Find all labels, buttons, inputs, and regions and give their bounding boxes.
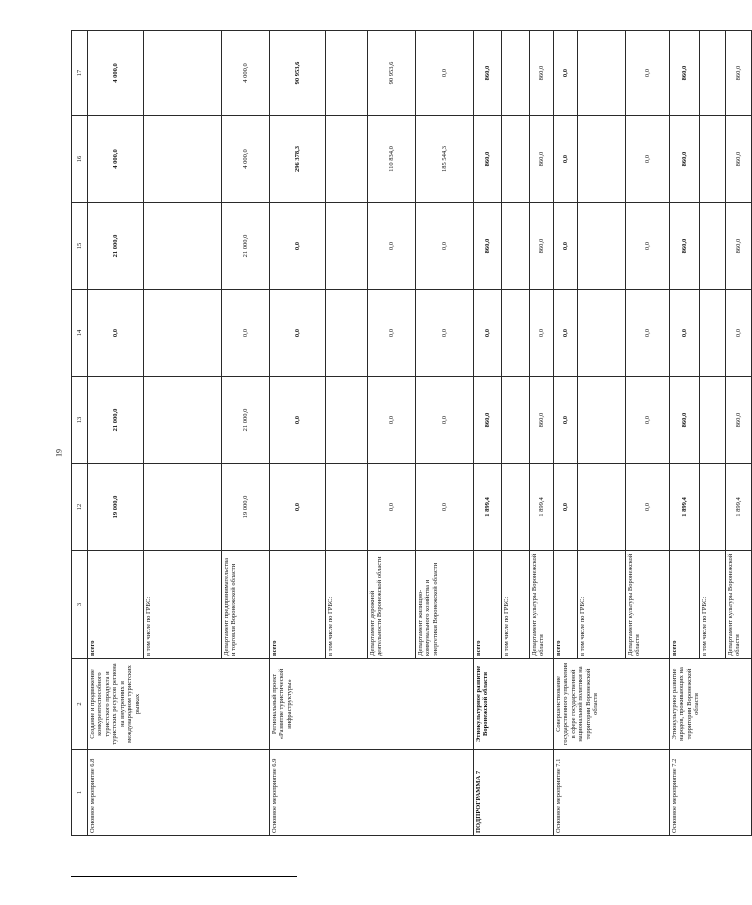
value-cell: 0,0	[530, 290, 554, 377]
value-cell: 0,0	[222, 290, 270, 377]
value-cell: 21 000,0	[222, 377, 270, 464]
value-cell: 0,0	[626, 464, 670, 551]
value-cell: 0,0	[554, 464, 578, 551]
value-cell: 296 378,3	[270, 116, 326, 203]
value-cell: 0,0	[554, 377, 578, 464]
value-cell: 0,0	[554, 116, 578, 203]
header-cell: 14	[72, 290, 88, 377]
value-cell	[144, 464, 222, 551]
rotated-table-container	[71, 31, 742, 836]
value-cell: 19 000,0	[88, 464, 144, 551]
value-cell: 1 899,4	[474, 464, 502, 551]
item-name-cell: Этнокультурное развитие Воронежской области	[474, 659, 554, 750]
value-cell	[144, 290, 222, 377]
value-cell: 0,0	[416, 290, 474, 377]
value-cell: 860,0	[474, 116, 502, 203]
value-cell: 860,0	[726, 203, 752, 290]
value-cell	[144, 116, 222, 203]
value-cell: 0,0	[626, 31, 670, 116]
header-cell: 15	[72, 203, 88, 290]
value-cell: 0,0	[270, 464, 326, 551]
value-cell: 860,0	[474, 377, 502, 464]
value-cell: 0,0	[554, 31, 578, 116]
source-label-cell: Департамент культуры Воронежской области	[626, 551, 670, 659]
value-cell	[700, 31, 726, 116]
value-cell: 0,0	[88, 290, 144, 377]
value-cell: 4 000,0	[88, 116, 144, 203]
value-cell	[144, 31, 222, 116]
table-row	[474, 31, 502, 836]
value-cell: 0,0	[416, 203, 474, 290]
value-cell	[578, 464, 626, 551]
value-cell	[326, 377, 368, 464]
value-cell	[326, 31, 368, 116]
value-cell	[502, 31, 530, 116]
source-label-cell: в том числе по ГРБС:	[144, 551, 222, 659]
value-cell	[578, 290, 626, 377]
source-label-cell: в том числе по ГРБС:	[326, 551, 368, 659]
value-cell: 0,0	[726, 290, 752, 377]
value-cell: 19 000,0	[222, 464, 270, 551]
value-cell	[502, 203, 530, 290]
value-cell	[144, 203, 222, 290]
value-cell: 860,0	[530, 31, 554, 116]
value-cell: 21 000,0	[88, 377, 144, 464]
table-row	[554, 31, 578, 836]
header-cell: 16	[72, 116, 88, 203]
header-cell: 12	[72, 464, 88, 551]
value-cell: 21 000,0	[222, 203, 270, 290]
value-cell	[700, 464, 726, 551]
value-cell: 860,0	[670, 116, 700, 203]
value-cell	[144, 377, 222, 464]
budget-table	[71, 30, 752, 836]
value-cell: 0,0	[554, 203, 578, 290]
table-row	[270, 31, 326, 836]
value-cell	[700, 203, 726, 290]
value-cell: 860,0	[726, 116, 752, 203]
value-cell	[326, 290, 368, 377]
value-cell	[502, 116, 530, 203]
value-cell	[700, 116, 726, 203]
value-cell: 0,0	[368, 464, 416, 551]
value-cell: 860,0	[474, 31, 502, 116]
source-label-cell: всего	[88, 551, 144, 659]
value-cell	[502, 290, 530, 377]
value-cell	[700, 290, 726, 377]
source-label-cell: в том числе по ГРБС:	[700, 551, 726, 659]
value-cell: 185 544,3	[416, 116, 474, 203]
value-cell: 860,0	[530, 203, 554, 290]
value-cell	[578, 203, 626, 290]
value-cell: 0,0	[670, 290, 700, 377]
value-cell	[502, 464, 530, 551]
value-cell: 1 899,4	[670, 464, 700, 551]
table-row	[670, 31, 700, 836]
value-cell: 0,0	[626, 203, 670, 290]
source-label-cell: Департамент культуры Воронежской области	[726, 551, 752, 659]
value-cell	[578, 31, 626, 116]
item-name-cell: Этнокультурное развитие народов, проживающих на территории Воронежской области	[670, 659, 752, 750]
value-cell: 0,0	[416, 31, 474, 116]
header-cell: 3	[72, 551, 88, 659]
source-label-cell: всего	[670, 551, 700, 659]
value-cell: 0,0	[626, 377, 670, 464]
footer-rule	[71, 876, 297, 877]
value-cell: 90 953,6	[270, 31, 326, 116]
value-cell	[502, 377, 530, 464]
value-cell: 860,0	[670, 203, 700, 290]
table-row	[88, 31, 144, 836]
item-code-cell: ПОДПРОГРАММА 7	[474, 750, 554, 836]
value-cell	[578, 377, 626, 464]
value-cell: 860,0	[726, 377, 752, 464]
value-cell	[700, 377, 726, 464]
value-cell: 860,0	[670, 377, 700, 464]
value-cell: 4 000,0	[222, 116, 270, 203]
value-cell: 0,0	[554, 290, 578, 377]
value-cell: 110 834,0	[368, 116, 416, 203]
value-cell: 0,0	[270, 290, 326, 377]
header-cell: 2	[72, 659, 88, 750]
item-code-cell: Основное мероприятие 7.1	[554, 750, 670, 836]
value-cell: 21 000,0	[88, 203, 144, 290]
item-name-cell: Совершенствование государственного управления в сфере государственной национальной политики на территории Воронежской области	[554, 659, 670, 750]
item-code-cell: Основное мероприятие 6.9	[270, 750, 474, 836]
value-cell: 860,0	[530, 116, 554, 203]
value-cell	[326, 116, 368, 203]
value-cell: 860,0	[474, 203, 502, 290]
value-cell: 0,0	[368, 290, 416, 377]
value-cell: 1 899,4	[530, 464, 554, 551]
source-label-cell: в том числе по ГРБС:	[502, 551, 530, 659]
value-cell: 90 953,6	[368, 31, 416, 116]
value-cell: 0,0	[626, 116, 670, 203]
value-cell: 0,0	[270, 203, 326, 290]
value-cell: 0,0	[368, 203, 416, 290]
source-label-cell: Департамент дорожной деятельности Воронежской области	[368, 551, 416, 659]
value-cell: 1 899,4	[726, 464, 752, 551]
value-cell: 860,0	[670, 31, 700, 116]
header-cell: 13	[72, 377, 88, 464]
value-cell: 860,0	[530, 377, 554, 464]
value-cell: 0,0	[474, 290, 502, 377]
source-label-cell: всего	[554, 551, 578, 659]
value-cell: 4 000,0	[222, 31, 270, 116]
source-label-cell: Департамент предпринимательства и торговли Воронежской области	[222, 551, 270, 659]
value-cell: 0,0	[416, 464, 474, 551]
page-number: 19	[54, 449, 64, 457]
value-cell	[326, 464, 368, 551]
item-name-cell: Региональный проект «Развитие туристической инфраструктуры»	[270, 659, 474, 750]
value-cell: 0,0	[270, 377, 326, 464]
value-cell: 0,0	[368, 377, 416, 464]
value-cell: 4 000,0	[88, 31, 144, 116]
value-cell	[326, 203, 368, 290]
item-code-cell: Основное мероприятие 7.2	[670, 750, 752, 836]
value-cell: 0,0	[416, 377, 474, 464]
source-label-cell: Департамент жилищно-коммунального хозяйства и энергетики Воронежской области	[416, 551, 474, 659]
source-label-cell: всего	[270, 551, 326, 659]
value-cell	[578, 116, 626, 203]
header-row	[72, 31, 88, 836]
source-label-cell: Департамент культуры Воронежской области	[530, 551, 554, 659]
header-cell: 1	[72, 750, 88, 836]
value-cell: 0,0	[626, 290, 670, 377]
source-label-cell: в том числе по ГРБС:	[578, 551, 626, 659]
item-name-cell: Создание и продвижение конкурентоспособного туристского продукта и туристских ресурсов региона на внутренних и международном туристских рынках	[88, 659, 270, 750]
value-cell: 860,0	[726, 31, 752, 116]
header-cell: 17	[72, 31, 88, 116]
item-code-cell: Основное мероприятие 6.8	[88, 750, 270, 836]
source-label-cell: всего	[474, 551, 502, 659]
